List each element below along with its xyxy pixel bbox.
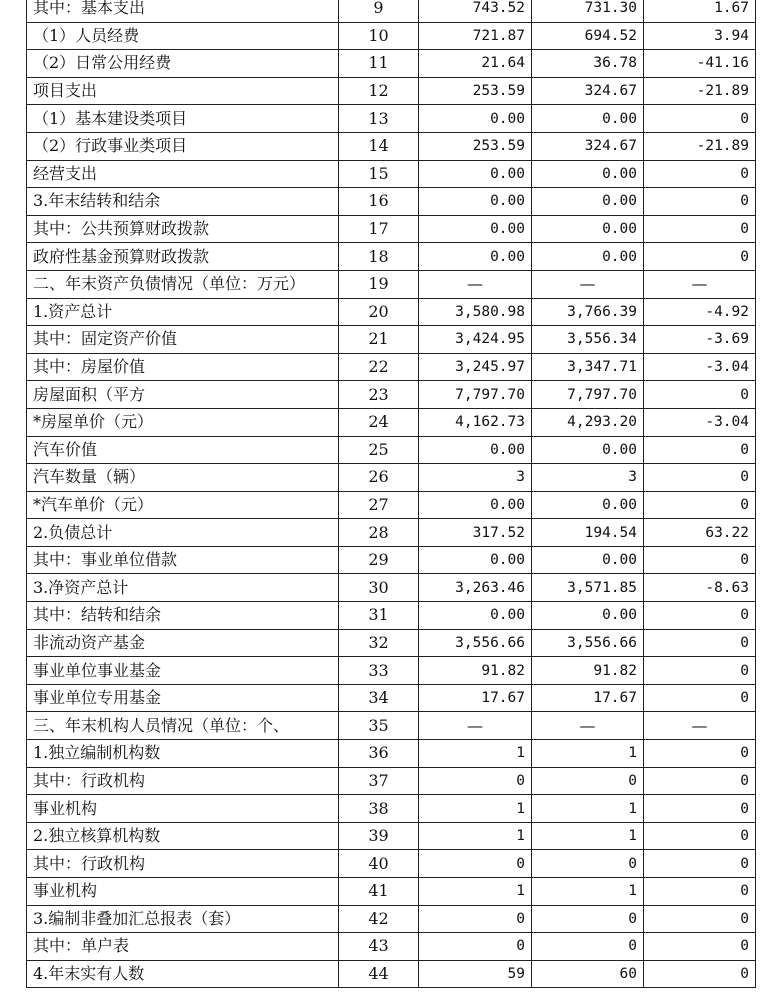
item-name-cell: 1.资产总计 (27, 298, 339, 326)
item-name-cell: 其中：行政机构 (27, 767, 339, 795)
line-number-cell: 21 (339, 326, 419, 354)
item-name-cell: 其中：固定资产价值 (27, 326, 339, 354)
line-number-cell: 38 (339, 795, 419, 823)
item-name-cell: 4.年末实有人数 (27, 960, 339, 988)
change-rate-cell: 0 (644, 215, 756, 243)
change-rate-cell: 0 (644, 960, 756, 988)
item-name-cell: 3.净资产总计 (27, 574, 339, 602)
line-number-cell: 30 (339, 574, 419, 602)
change-rate-cell: -3.04 (644, 353, 756, 381)
change-rate-cell: 0 (644, 795, 756, 823)
line-number-cell: 41 (339, 878, 419, 906)
line-number-cell: 13 (339, 105, 419, 133)
line-number-cell: 12 (339, 77, 419, 105)
change-rate-cell: 0 (644, 160, 756, 188)
change-rate-cell: 0 (644, 850, 756, 878)
table-row (27, 850, 756, 878)
current-year-cell: 0 (419, 850, 532, 878)
item-name-cell: 其中：行政机构 (27, 850, 339, 878)
table-row (27, 215, 756, 243)
current-year-cell: 17.67 (419, 684, 532, 712)
change-rate-cell: 0 (644, 933, 756, 961)
previous-year-cell: 1 (532, 795, 644, 823)
current-year-cell: 0 (419, 905, 532, 933)
current-year-cell: 3 (419, 464, 532, 492)
line-number-cell: 32 (339, 629, 419, 657)
line-number-cell: 19 (339, 270, 419, 298)
table-row (27, 519, 756, 547)
item-name-cell: 政府性基金预算财政拨款 (27, 243, 339, 271)
current-year-cell: 0.00 (419, 546, 532, 574)
change-rate-cell: 0 (644, 546, 756, 574)
item-name-cell: 其中：基本支出 (27, 0, 339, 22)
line-number-cell: 25 (339, 436, 419, 464)
current-year-cell: 7,797.70 (419, 381, 532, 409)
table-row (27, 491, 756, 519)
line-number-cell: 33 (339, 657, 419, 685)
table-row (27, 960, 756, 988)
current-year-cell: 59 (419, 960, 532, 988)
table-row (27, 22, 756, 50)
change-rate-cell: 0 (644, 684, 756, 712)
previous-year-cell: 194.54 (532, 519, 644, 547)
previous-year-cell: 324.67 (532, 132, 644, 160)
item-name-cell: （1）基本建设类项目 (27, 105, 339, 133)
previous-year-cell: 0.00 (532, 546, 644, 574)
line-number-cell: 40 (339, 850, 419, 878)
item-name-cell: 其中：房屋价值 (27, 353, 339, 381)
previous-year-cell: 3,556.66 (532, 629, 644, 657)
previous-year-cell: 0 (532, 767, 644, 795)
current-year-cell: 91.82 (419, 657, 532, 685)
change-rate-cell: — (644, 270, 756, 298)
item-name-cell: 事业机构 (27, 795, 339, 823)
table-row (27, 933, 756, 961)
previous-year-cell: 7,797.70 (532, 381, 644, 409)
change-rate-cell: 0 (644, 464, 756, 492)
previous-year-cell: — (532, 712, 644, 740)
previous-year-cell: 3,766.39 (532, 298, 644, 326)
table-row (27, 657, 756, 685)
current-year-cell: 4,162.73 (419, 408, 532, 436)
current-year-cell: 3,424.95 (419, 326, 532, 354)
current-year-cell: 0.00 (419, 491, 532, 519)
previous-year-cell: 3,556.34 (532, 326, 644, 354)
item-name-cell: 3.年末结转和结余 (27, 188, 339, 216)
previous-year-cell: 731.30 (532, 0, 644, 22)
current-year-cell: 0 (419, 767, 532, 795)
table-row (27, 270, 756, 298)
current-year-cell: 0.00 (419, 160, 532, 188)
change-rate-cell: -3.69 (644, 326, 756, 354)
line-number-cell: 11 (339, 50, 419, 78)
item-name-cell: 二、年末资产负债情况（单位：万元） (27, 270, 339, 298)
previous-year-cell: 60 (532, 960, 644, 988)
table-row (27, 326, 756, 354)
current-year-cell: 0.00 (419, 188, 532, 216)
table-row (27, 160, 756, 188)
line-number-cell: 10 (339, 22, 419, 50)
line-number-cell: 43 (339, 933, 419, 961)
previous-year-cell: 0.00 (532, 243, 644, 271)
item-name-cell: 事业单位事业基金 (27, 657, 339, 685)
table-row (27, 298, 756, 326)
table-row (27, 822, 756, 850)
item-name-cell: 2.独立核算机构数 (27, 822, 339, 850)
item-name-cell: 其中：单户表 (27, 933, 339, 961)
current-year-cell: 0.00 (419, 105, 532, 133)
item-name-cell: 三、年末机构人员情况（单位：个、 (27, 712, 339, 740)
table-row (27, 188, 756, 216)
change-rate-cell: -4.92 (644, 298, 756, 326)
line-number-cell: 37 (339, 767, 419, 795)
statistics-table (26, 0, 756, 988)
current-year-cell: 0.00 (419, 436, 532, 464)
line-number-cell: 23 (339, 381, 419, 409)
line-number-cell: 26 (339, 464, 419, 492)
line-number-cell: 44 (339, 960, 419, 988)
current-year-cell: 0.00 (419, 243, 532, 271)
table-row (27, 0, 756, 22)
change-rate-cell: 0 (644, 381, 756, 409)
previous-year-cell: 0.00 (532, 436, 644, 464)
item-name-cell: 1.独立编制机构数 (27, 740, 339, 768)
change-rate-cell: 0 (644, 878, 756, 906)
change-rate-cell: 0 (644, 243, 756, 271)
current-year-cell: — (419, 712, 532, 740)
table-row (27, 629, 756, 657)
change-rate-cell: 0 (644, 767, 756, 795)
previous-year-cell: 3,571.85 (532, 574, 644, 602)
previous-year-cell: 1 (532, 740, 644, 768)
line-number-cell: 14 (339, 132, 419, 160)
table-row (27, 878, 756, 906)
change-rate-cell: 3.94 (644, 22, 756, 50)
item-name-cell: 经营支出 (27, 160, 339, 188)
change-rate-cell: 0 (644, 105, 756, 133)
item-name-cell: 其中：结转和结余 (27, 602, 339, 630)
previous-year-cell: 3 (532, 464, 644, 492)
previous-year-cell: 17.67 (532, 684, 644, 712)
line-number-cell: 27 (339, 491, 419, 519)
current-year-cell: 317.52 (419, 519, 532, 547)
change-rate-cell: -3.04 (644, 408, 756, 436)
change-rate-cell: 0 (644, 905, 756, 933)
table-row (27, 381, 756, 409)
item-name-cell: 3.编制非叠加汇总报表（套） (27, 905, 339, 933)
table-row (27, 50, 756, 78)
line-number-cell: 28 (339, 519, 419, 547)
item-name-cell: 汽车价值 (27, 436, 339, 464)
current-year-cell: 0 (419, 933, 532, 961)
current-year-cell: 0.00 (419, 215, 532, 243)
table-row (27, 105, 756, 133)
table-row (27, 77, 756, 105)
current-year-cell: 253.59 (419, 77, 532, 105)
previous-year-cell: 36.78 (532, 50, 644, 78)
change-rate-cell: -21.89 (644, 132, 756, 160)
current-year-cell: 743.52 (419, 0, 532, 22)
line-number-cell: 42 (339, 905, 419, 933)
line-number-cell: 20 (339, 298, 419, 326)
item-name-cell: 事业单位专用基金 (27, 684, 339, 712)
current-year-cell: — (419, 270, 532, 298)
change-rate-cell: 0 (644, 436, 756, 464)
previous-year-cell: 91.82 (532, 657, 644, 685)
previous-year-cell: 4,293.20 (532, 408, 644, 436)
previous-year-cell: 0 (532, 933, 644, 961)
line-number-cell: 9 (339, 0, 419, 22)
current-year-cell: 721.87 (419, 22, 532, 50)
item-name-cell: 事业机构 (27, 878, 339, 906)
previous-year-cell: 0 (532, 850, 644, 878)
current-year-cell: 21.64 (419, 50, 532, 78)
change-rate-cell: 0 (644, 740, 756, 768)
previous-year-cell: 0.00 (532, 602, 644, 630)
table-row (27, 436, 756, 464)
previous-year-cell: 0.00 (532, 215, 644, 243)
line-number-cell: 29 (339, 546, 419, 574)
table-row (27, 546, 756, 574)
current-year-cell: 253.59 (419, 132, 532, 160)
current-year-cell: 1 (419, 740, 532, 768)
table-row (27, 767, 756, 795)
change-rate-cell: 0 (644, 822, 756, 850)
previous-year-cell: 694.52 (532, 22, 644, 50)
table-row (27, 243, 756, 271)
line-number-cell: 34 (339, 684, 419, 712)
change-rate-cell: 0 (644, 188, 756, 216)
item-name-cell: 2.负债总计 (27, 519, 339, 547)
item-name-cell: *汽车单价（元） (27, 491, 339, 519)
current-year-cell: 0.00 (419, 602, 532, 630)
previous-year-cell: 0.00 (532, 105, 644, 133)
table-row (27, 602, 756, 630)
item-name-cell: 项目支出 (27, 77, 339, 105)
previous-year-cell: 0 (532, 905, 644, 933)
table-body (27, 0, 756, 988)
table-row (27, 905, 756, 933)
previous-year-cell: 3,347.71 (532, 353, 644, 381)
previous-year-cell: — (532, 270, 644, 298)
item-name-cell: （1）人员经费 (27, 22, 339, 50)
change-rate-cell: 63.22 (644, 519, 756, 547)
change-rate-cell: -41.16 (644, 50, 756, 78)
change-rate-cell: 0 (644, 602, 756, 630)
line-number-cell: 36 (339, 740, 419, 768)
previous-year-cell: 1 (532, 822, 644, 850)
current-year-cell: 1 (419, 878, 532, 906)
item-name-cell: 其中：事业单位借款 (27, 546, 339, 574)
line-number-cell: 35 (339, 712, 419, 740)
change-rate-cell: 1.67 (644, 0, 756, 22)
current-year-cell: 3,245.97 (419, 353, 532, 381)
item-name-cell: *房屋单价（元） (27, 408, 339, 436)
table-row (27, 684, 756, 712)
line-number-cell: 22 (339, 353, 419, 381)
item-name-cell: 汽车数量（辆） (27, 464, 339, 492)
previous-year-cell: 0.00 (532, 160, 644, 188)
item-name-cell: 房屋面积（平方 (27, 381, 339, 409)
previous-year-cell: 0.00 (532, 188, 644, 216)
previous-year-cell: 0.00 (532, 491, 644, 519)
table-row (27, 795, 756, 823)
line-number-cell: 31 (339, 602, 419, 630)
previous-year-cell: 324.67 (532, 77, 644, 105)
table-row (27, 353, 756, 381)
line-number-cell: 18 (339, 243, 419, 271)
item-name-cell: （2）行政事业类项目 (27, 132, 339, 160)
change-rate-cell: -8.63 (644, 574, 756, 602)
change-rate-cell: 0 (644, 657, 756, 685)
table-row (27, 132, 756, 160)
line-number-cell: 16 (339, 188, 419, 216)
item-name-cell: （2）日常公用经费 (27, 50, 339, 78)
change-rate-cell: 0 (644, 629, 756, 657)
change-rate-cell: — (644, 712, 756, 740)
table-row (27, 574, 756, 602)
table-row (27, 408, 756, 436)
table-row (27, 740, 756, 768)
line-number-cell: 15 (339, 160, 419, 188)
current-year-cell: 3,556.66 (419, 629, 532, 657)
current-year-cell: 1 (419, 822, 532, 850)
item-name-cell: 非流动资产基金 (27, 629, 339, 657)
line-number-cell: 24 (339, 408, 419, 436)
table-row (27, 464, 756, 492)
table-row (27, 712, 756, 740)
current-year-cell: 3,263.46 (419, 574, 532, 602)
change-rate-cell: -21.89 (644, 77, 756, 105)
line-number-cell: 39 (339, 822, 419, 850)
change-rate-cell: 0 (644, 491, 756, 519)
current-year-cell: 1 (419, 795, 532, 823)
previous-year-cell: 1 (532, 878, 644, 906)
line-number-cell: 17 (339, 215, 419, 243)
current-year-cell: 3,580.98 (419, 298, 532, 326)
item-name-cell: 其中：公共预算财政拨款 (27, 215, 339, 243)
